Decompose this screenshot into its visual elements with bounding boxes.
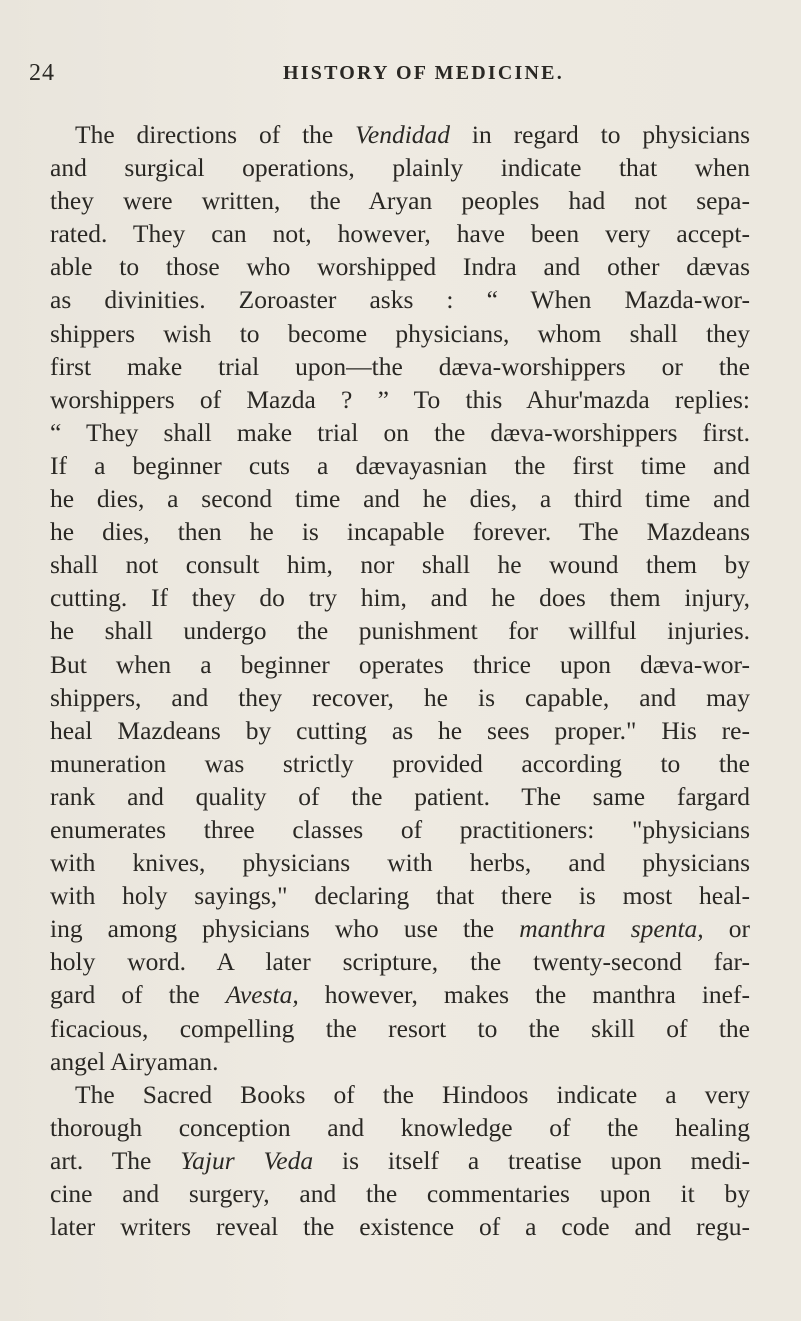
text-line: If a beginner cuts a dævayasnian the first time and	[50, 450, 750, 480]
text-line: holy word. A later scripture, the twenty-second far-	[50, 947, 750, 977]
body-text	[50, 118, 750, 1243]
text-line: angel Airyaman.	[50, 1046, 219, 1076]
text-line: rank and quality of the patient. The same fargard	[50, 781, 750, 811]
text-line: worshippers of Mazda ? ” To this Ahur'mazda replies:	[50, 384, 750, 414]
text-line: shippers, and they recover, he is capable, and may	[50, 682, 750, 712]
text-line: and surgical operations, plainly indicate that when	[50, 153, 750, 183]
page-number: 24	[29, 60, 55, 86]
text-line: art. The Yajur Veda is itself a treatise upon medi-	[50, 1145, 750, 1175]
text-line: The directions of the Vendidad in regard to physicians	[75, 120, 750, 149]
text-line: The Sacred Books of the Hindoos indicate a very	[75, 1079, 750, 1109]
text-line: But when a beginner operates thrice upon dæva-wor-	[50, 649, 750, 679]
text-line: cine and surgery, and the commentaries upon it by	[50, 1179, 750, 1208]
text-line: with holy sayings," declaring that there is most heal-	[50, 881, 750, 911]
text-line: heal Mazdeans by cutting as he sees proper." His re-	[50, 715, 750, 745]
text-line: shippers wish to become physicians, whom shall they	[50, 318, 750, 348]
text-line: thorough conception and knowledge of the healing	[50, 1112, 750, 1142]
text-line: as divinities. Zoroaster asks : “ When Mazda-wor-	[50, 285, 750, 315]
text-line: with knives, physicians with herbs, and physicians	[50, 848, 750, 878]
text-line: he dies, a second time and he dies, a third time and	[50, 484, 750, 514]
text-line: he shall undergo the punishment for willful injuries.	[50, 616, 750, 646]
text-line: ing among physicians who use the manthra spenta, or	[50, 914, 751, 944]
text-line: “ They shall make trial on the dæva-worshippers first.	[50, 417, 750, 447]
text-line: gard of the Avesta, however, makes the manthra inef-	[50, 980, 750, 1010]
text-line: shall not consult him, nor shall he wound them by	[50, 550, 750, 580]
text-line: rated. They can not, however, have been very accept-	[50, 219, 750, 249]
text-line: muneration was strictly provided according to the	[50, 748, 750, 778]
text-line: ficacious, compelling the resort to the skill of the	[50, 1013, 750, 1043]
running-title: HISTORY OF MEDICINE.	[283, 62, 564, 84]
text-line: enumerates three classes of practitioners: "physicians	[50, 814, 750, 844]
text-line: later writers reveal the existence of a code and regu-	[50, 1212, 750, 1242]
text-line: they were written, the Aryan peoples had not sepa-	[50, 186, 750, 216]
text-line: able to those who worshipped Indra and other dævas	[50, 252, 750, 282]
running-head	[29, 60, 749, 90]
text-line: cutting. If they do try him, and he does them injury,	[50, 583, 750, 613]
text-line: first make trial upon—the dæva-worshippers or the	[50, 351, 750, 381]
text-line: he dies, then he is incapable forever. The Mazdeans	[50, 517, 750, 547]
